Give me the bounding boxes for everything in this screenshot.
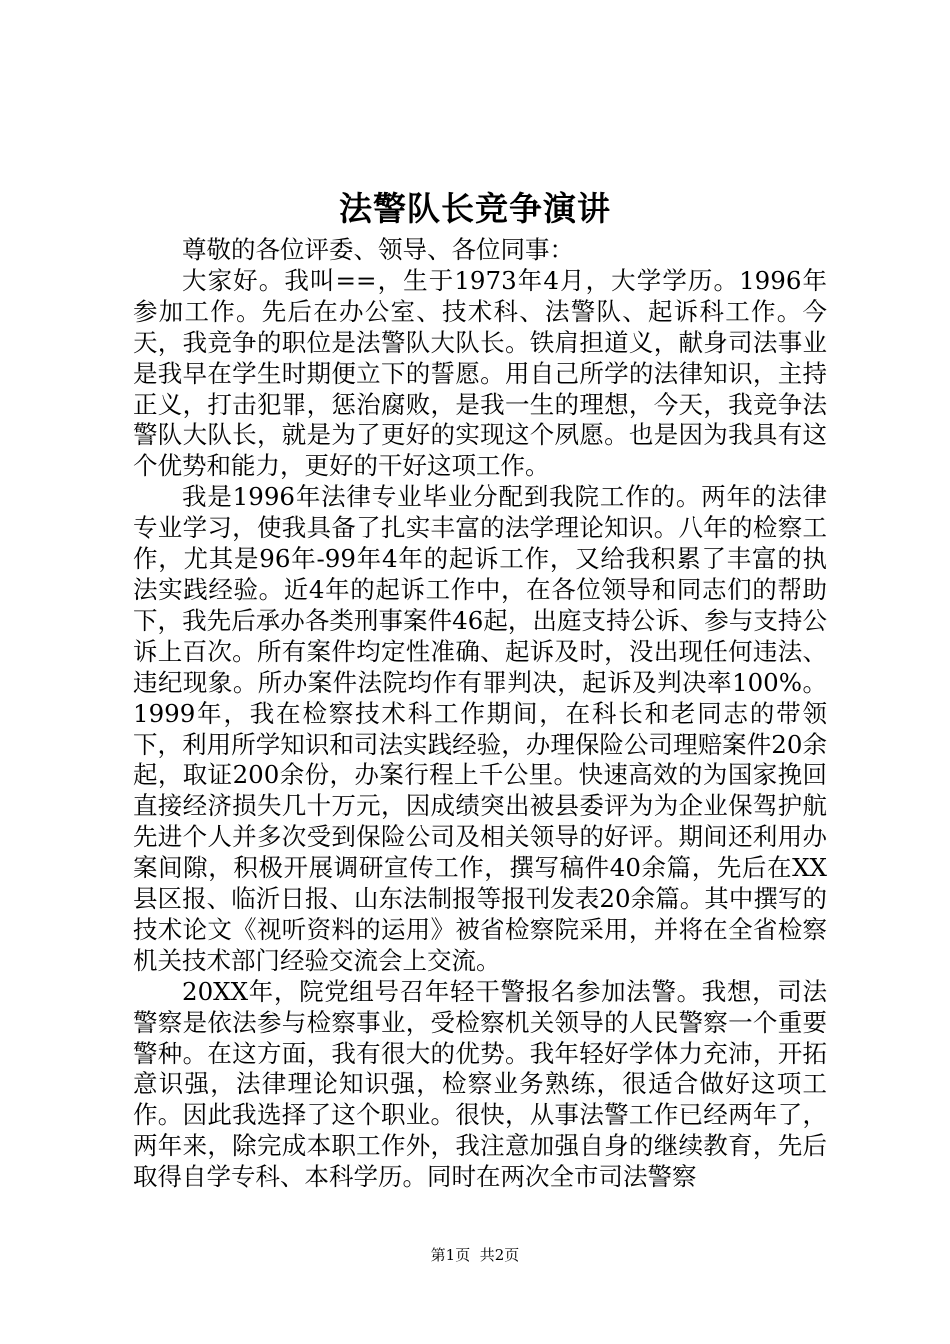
- body-paragraph: 大家好。我叫==，生于1973年4月，大学学历。1996年参加工作。先后在办公室、技术科、法警队、起诉科工作。今天，我竞争的职位是法警队大队长。铁肩担道义，献身司法事业是我早在学生时期便立下的誓愿。用自己所学的法律知识，主持正义，打击犯罪，惩治腐败，是我一生的理想，今天，我竞争法警队大队长，就是为了更好的实现这个夙愿。也是因为我具有这个优势和能力，更好的干好这项工作。: [133, 265, 827, 481]
- body-paragraph: 20XX年，院党组号召年轻干警报名参加法警。我想，司法警察是依法参与检察事业，受检察机关领导的人民警察一个重要警种。在这方面，我有很大的优势。我年轻好学体力充沛，开拓意识强，法律理论知识强，检察业务熟练，很适合做好这项工作。因此我选择了这个职业。很快，从事法警工作已经两年了，两年来，除完成本职工作外，我注意加强自身的继续教育，先后取得自学专科、本科学历。同时在两次全市司法警察: [133, 976, 827, 1192]
- page-footer: [0, 1245, 950, 1265]
- document-body: [133, 235, 827, 1193]
- document-title: 法警队长竞争演讲: [339, 189, 611, 228]
- page-number: 第1页: [430, 1246, 471, 1264]
- body-paragraph: 我是1996年法律专业毕业分配到我院工作的。两年的法律专业学习，使我具备了扎实丰富的法学理论知识。八年的检察工作，尤其是96年-99年4年的起诉工作，又给我积累了丰富的执法实践经验。近4年的起诉工作中，在各位领导和同志们的帮助下，我先后承办各类刑事案件46起，出庭支持公诉、参与支持公诉上百次。所有案件均定性准确、起诉及时，没出现任何违法、违纪现象。所办案件法院均作有罪判决，起诉及判决率100%。1999年，我在检察技术科工作期间，在科长和老同志的带领下，利用所学知识和司法实践经验，办理保险公司理赔案件20余起，取证200余份，办案行程上千公里。快速高效的为国家挽回直接经济损失几十万元，因成绩突出被县委评为为企业保驾护航先进个人并多次受到保险公司及相关领导的好评。期间还利用办案间隙，积极开展调研宣传工作，撰写稿件40余篇，先后在XX县区报、临沂日报、山东法制报等报刊发表20余篇。其中撰写的技术论文《视听资料的运用》被省检察院采用，并将在全省检察机关技术部门经验交流会上交流。: [133, 482, 827, 975]
- page-total: 共2页: [479, 1246, 520, 1264]
- salutation-paragraph: 尊敬的各位评委、领导、各位同事：: [182, 235, 574, 264]
